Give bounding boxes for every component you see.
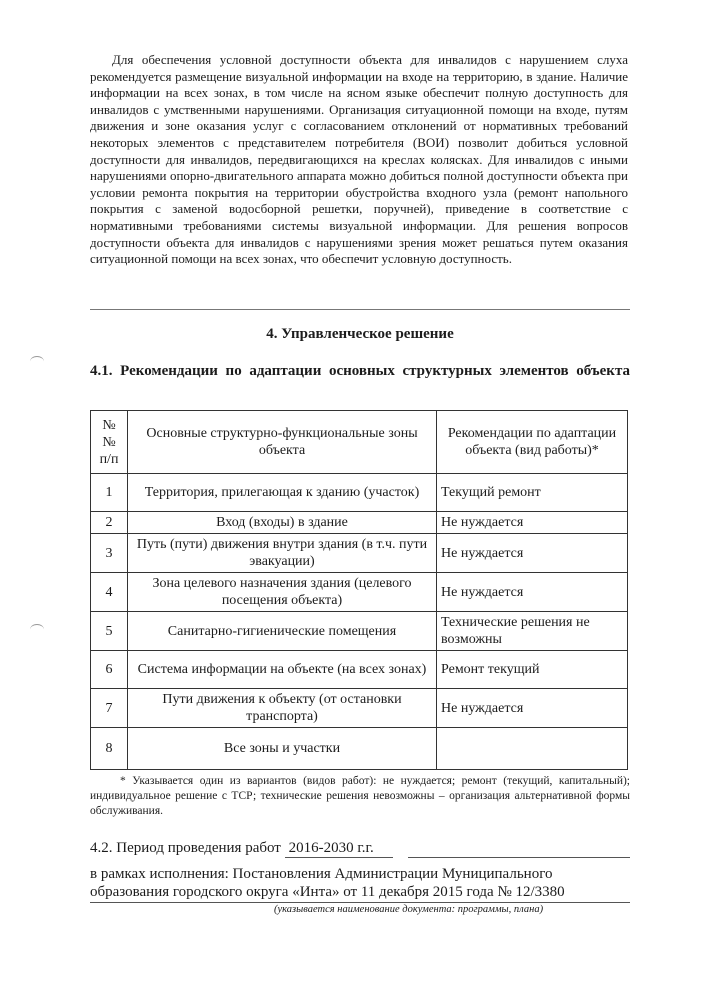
row-recommendation: Ремонт текущий	[437, 651, 628, 689]
table-header-row	[91, 411, 628, 474]
table-row	[91, 728, 628, 770]
separator-line	[90, 309, 630, 310]
recommendations-table	[90, 410, 628, 770]
subsection-title: 4.1. Рекомендации по адаптации основных структурных элементов объекта	[90, 363, 630, 379]
table-row	[91, 534, 628, 573]
table-row	[91, 573, 628, 612]
row-num: 3	[91, 534, 128, 573]
row-zone: Путь (пути) движения внутри здания (в т.ч. пути эвакуации)	[128, 534, 437, 573]
row-recommendation: Текущий ремонт	[437, 474, 628, 512]
row-zone: Территория, прилегающая к зданию (участок)	[128, 474, 437, 512]
row-num: 8	[91, 728, 128, 770]
header-zone: Основные структурно-функциональные зоны объекта	[128, 411, 437, 474]
period-label: 4.2. Период проведения работ	[90, 840, 281, 856]
period-value: 2016-2030 г.г.	[285, 840, 393, 858]
row-num: 1	[91, 474, 128, 512]
table-row	[91, 689, 628, 728]
row-num: 7	[91, 689, 128, 728]
row-zone: Все зоны и участки	[128, 728, 437, 770]
framework-underline	[90, 902, 630, 903]
framework-line-2: образования городского округа «Инта» от 11 декабря 2015 года № 12/3380	[90, 884, 565, 900]
period-underline	[408, 857, 630, 858]
header-recommendation: Рекомендации по адаптации объекта (вид работы)*	[437, 411, 628, 474]
row-zone: Санитарно-гигиенические помещения	[128, 612, 437, 651]
table-row	[91, 474, 628, 512]
row-recommendation: Не нуждается	[437, 689, 628, 728]
row-num: 5	[91, 612, 128, 651]
row-recommendation: Не нуждается	[437, 512, 628, 534]
framework-line-1: в рамках исполнения: Постановления Администрации Муниципального	[90, 866, 553, 882]
row-recommendation: Не нуждается	[437, 573, 628, 612]
punch-hole-mark	[30, 624, 44, 635]
header-num: № № п/п	[91, 411, 128, 474]
row-num: 6	[91, 651, 128, 689]
row-zone: Пути движения к объекту (от остановки транспорта)	[128, 689, 437, 728]
row-recommendation	[437, 728, 628, 770]
work-period	[90, 840, 393, 858]
table-row	[91, 651, 628, 689]
table-row	[91, 612, 628, 651]
intro-paragraph: Для обеспечения условной доступности объекта для инвалидов с нарушением слуха рекомендуется размещение визуальной информации на входе на территорию, в здание. Наличие информации на всех зонах, в том числе на ясном языке обеспечит полную доступность для инвалидов с умственными нарушениями. Организация ситуационной помощи на входе, путям движения и зоне оказания услуг с согласованием отклонений от нормативных требований некоторых элементов с представителем потребителя (ВОИ) позволит добиться условной доступности для инвалидов, передвигающихся на креслах колясках. Для инвалидов с иными нарушениями опорно-двигательного аппарата можно добиться полной доступности объекта при условии ремонта покрытия на территории обустройства входного узла (ремонт напольного покрытия с заменой водосборной решетки, поручней), приведение в соответствие с нормативными требованиями системы визуальной информации. Для решения вопросов доступности объекта для инвалидов с нарушениями зрения может решаться путем оказания ситуационной помощи на всех зонах, что обеспечит условную доступность.	[90, 52, 628, 267]
table-row	[91, 512, 628, 534]
row-recommendation: Не нуждается	[437, 534, 628, 573]
row-zone: Система информации на объекте (на всех зонах)	[128, 651, 437, 689]
section-title: 4. Управленческое решение	[266, 326, 454, 342]
row-num: 2	[91, 512, 128, 534]
row-zone: Зона целевого назначения здания (целевого посещения объекта)	[128, 573, 437, 612]
row-zone: Вход (входы) в здание	[128, 512, 437, 534]
row-num: 4	[91, 573, 128, 612]
document-hint: (указывается наименование документа: программы, плана)	[274, 904, 544, 915]
table-footnote: * Указывается один из вариантов (видов работ): не нуждается; ремонт (текущий, капитальный); индивидуальное решение с ТСР; технические решения невозможны – организация альтернативной формы обслуживания.	[90, 775, 630, 817]
row-recommendation: Технические решения не возможны	[437, 612, 628, 651]
punch-hole-mark	[30, 356, 44, 367]
